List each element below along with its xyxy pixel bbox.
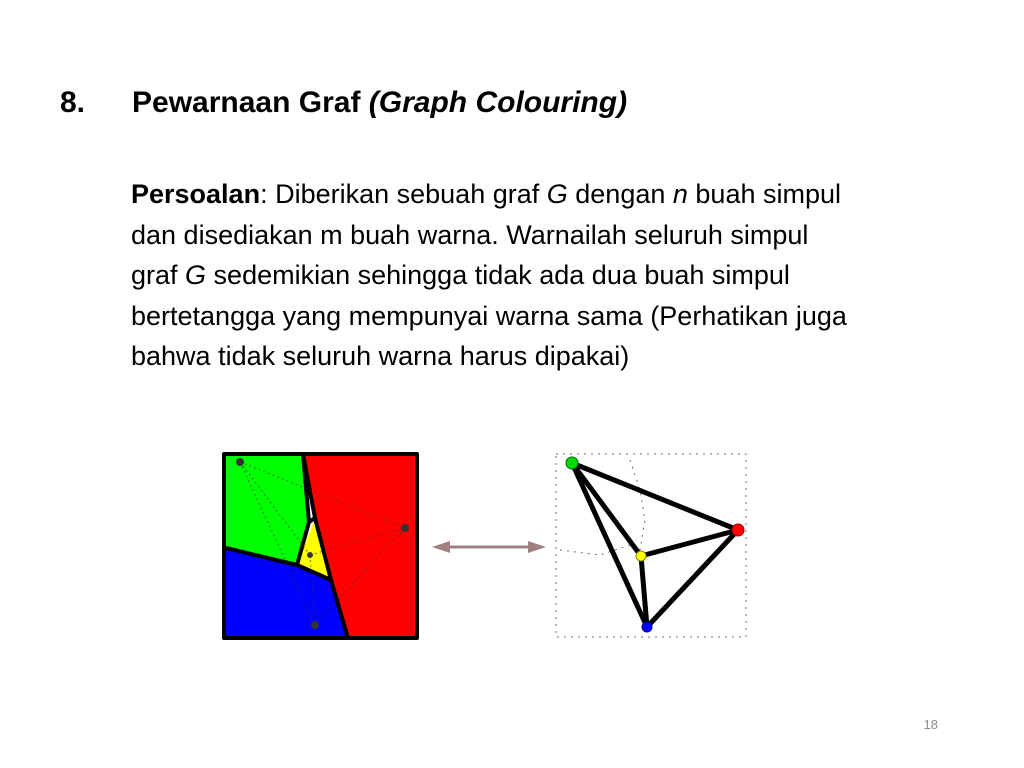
text-run: graf: [131, 260, 186, 290]
paragraph-line-5: bahwa tidak seluruh warna harus dipakai): [131, 341, 630, 371]
text-run: dengan: [567, 179, 673, 209]
colored-map: [224, 454, 417, 638]
text-run: : Diberikan sebuah graf: [260, 179, 547, 209]
title-subtitle: (Graph Colouring): [368, 86, 628, 119]
blue-vertex: [642, 622, 652, 632]
map-to-graph-figure: [200, 430, 770, 660]
figure-svg: [200, 430, 770, 660]
paragraph-line-1: [131, 174, 961, 215]
green-vertex: [566, 457, 578, 469]
problem-paragraph: [131, 174, 961, 377]
text-run: buah simpul: [687, 179, 841, 209]
section-number: 8.: [60, 86, 86, 119]
page-number: 18: [923, 717, 938, 732]
title-text: Pewarnaan Graf: [132, 86, 361, 119]
problem-term: Persoalan: [131, 179, 261, 209]
graph-edges: [572, 463, 738, 627]
variable-n: n: [672, 179, 688, 209]
paragraph-line-3: [131, 255, 961, 296]
paragraph-line-2: dan disediakan m buah warna. Warnailah seluruh simpul: [131, 219, 809, 250]
paragraph-line-4: bertetangga yang mempunyai warna sama (Perhatikan juga: [131, 300, 847, 331]
graph-diagram: [556, 454, 746, 637]
yellow-vertex: [636, 551, 646, 561]
red-vertex: [732, 524, 744, 536]
slide-title: [60, 86, 627, 120]
text-run: sedemikian sehingga tidak ada dua buah simpul: [206, 260, 790, 290]
variable-g: G: [546, 179, 568, 209]
variable-g: G: [185, 260, 207, 290]
double-arrow-icon: [432, 541, 546, 553]
green-region: [224, 454, 309, 565]
